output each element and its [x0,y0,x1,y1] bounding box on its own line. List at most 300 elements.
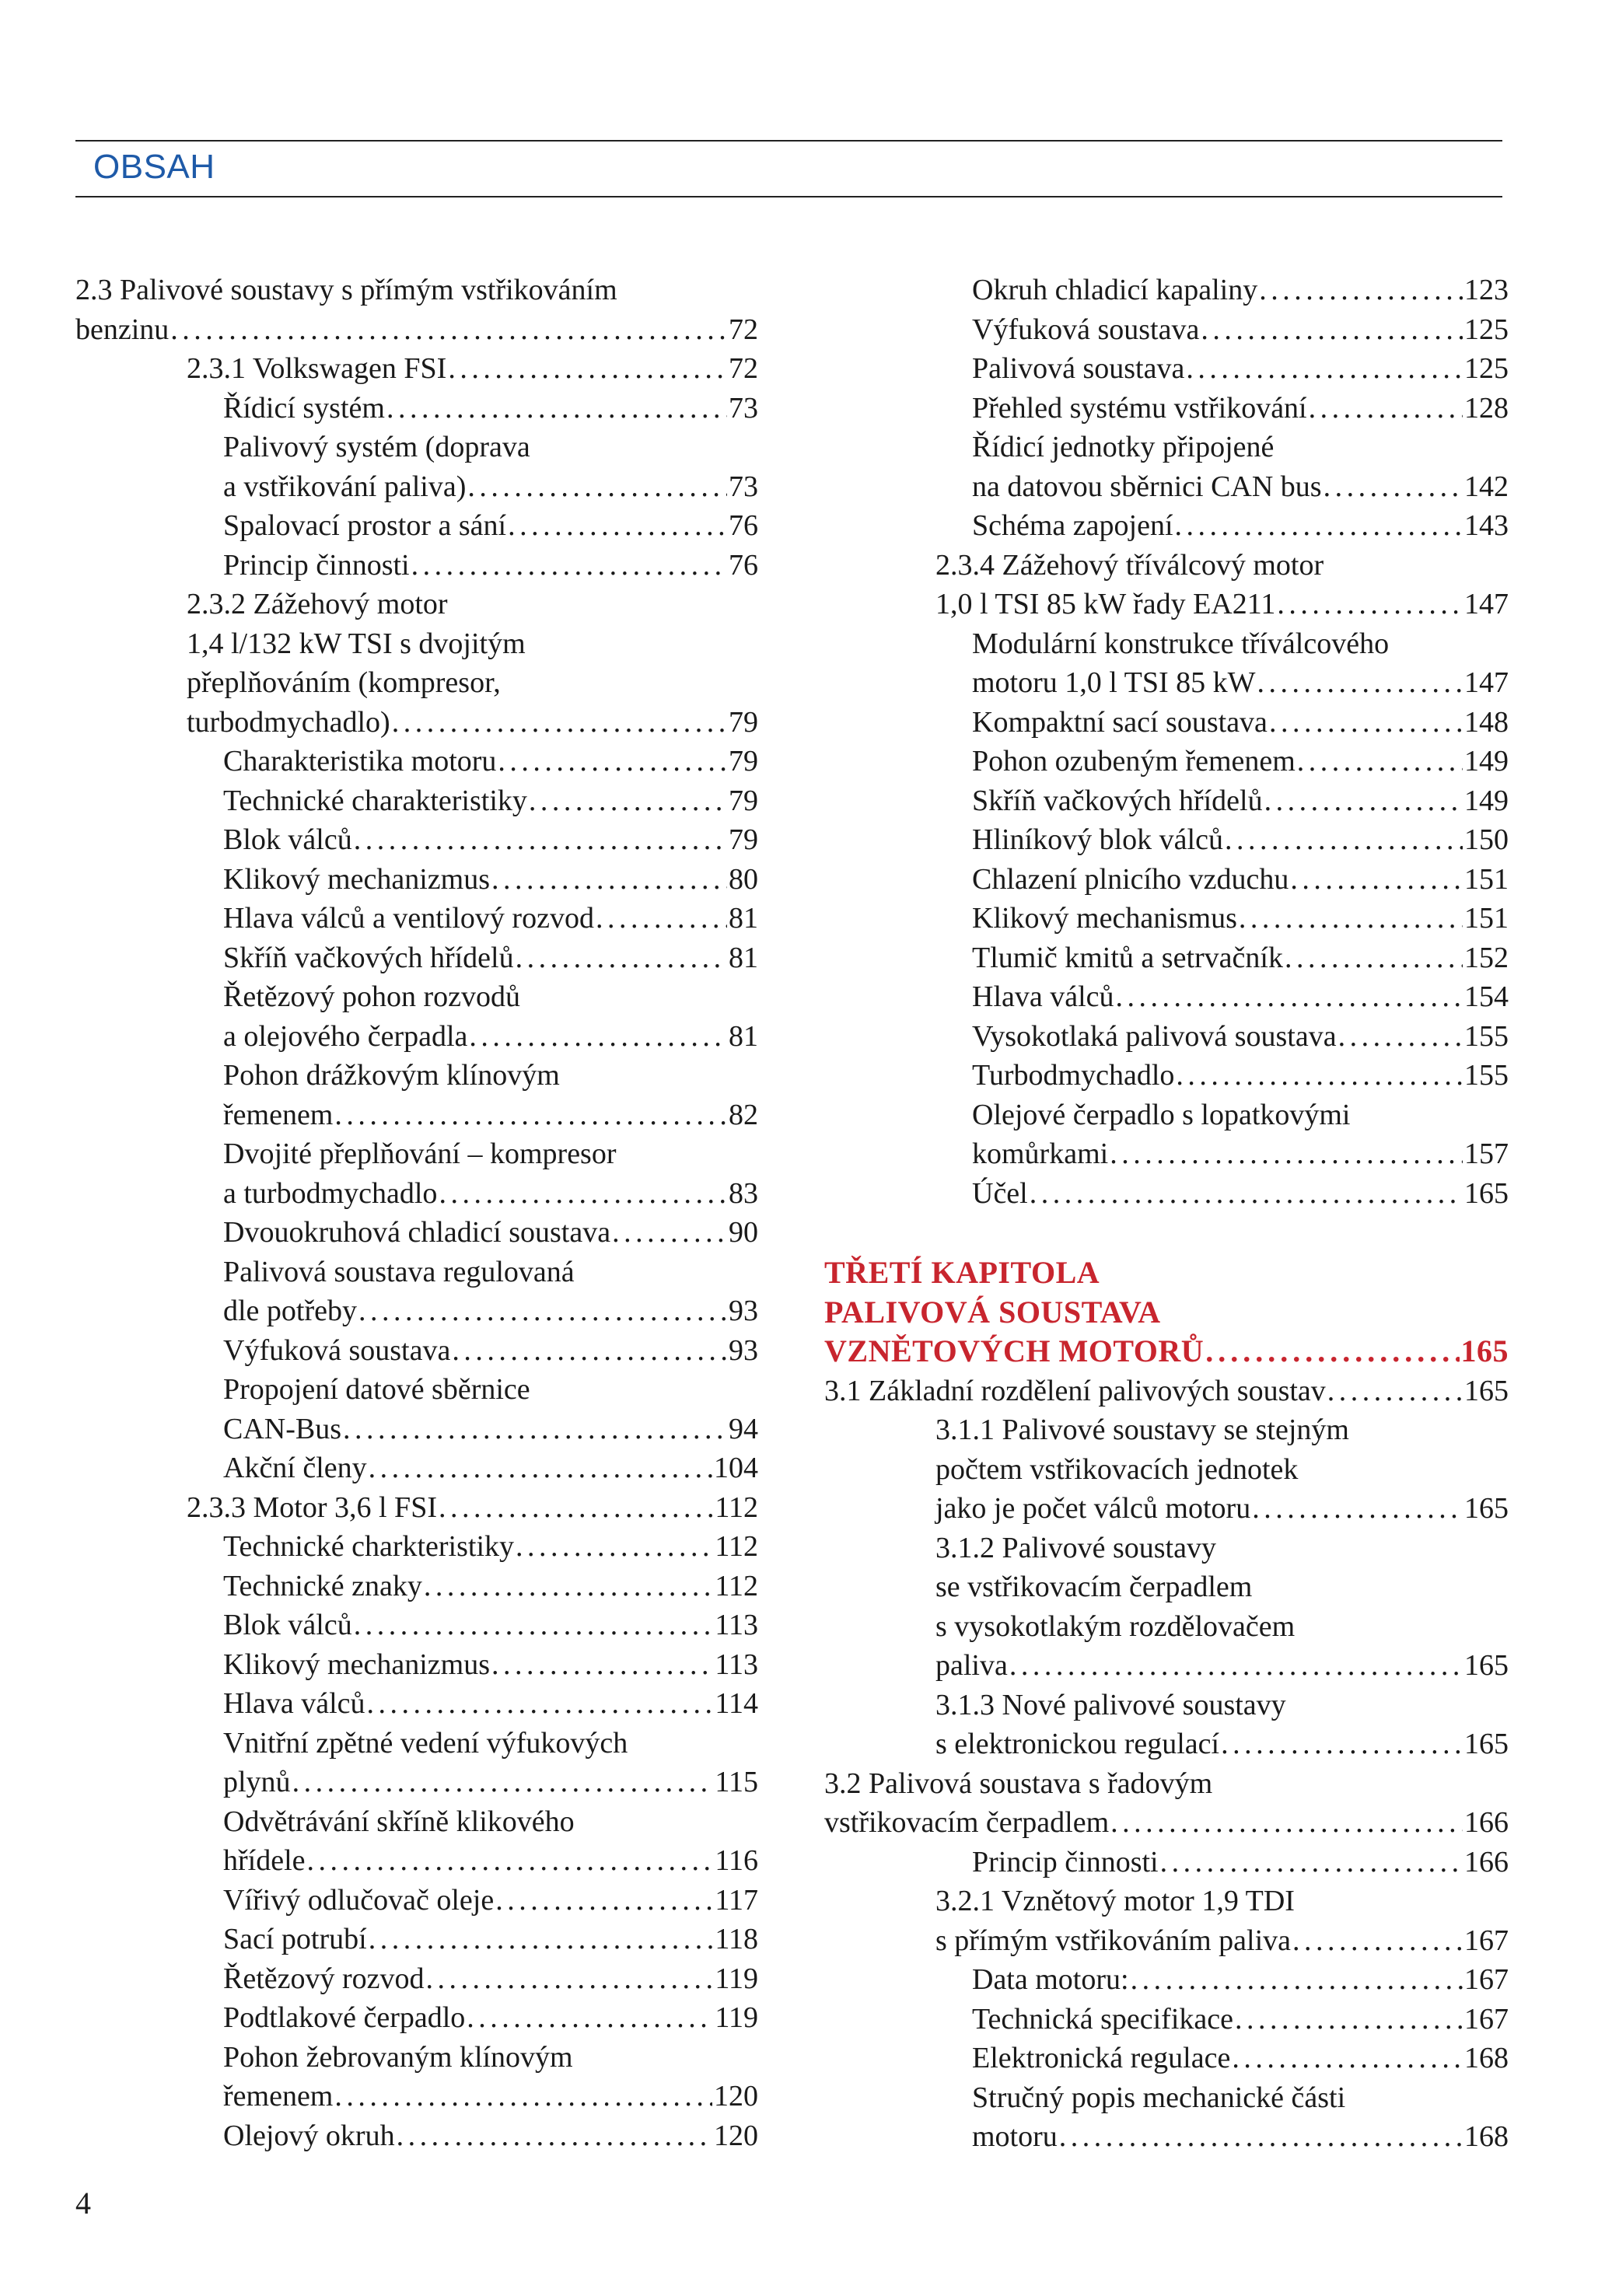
toc-entry [75,1527,758,1567]
dot-leader [369,1449,712,1488]
toc-entry [75,428,758,467]
toc-entry-title: 3.2.1 Vznětový motor 1,9 TDI [935,1885,1295,1917]
dot-leader [1176,1056,1463,1096]
dot-leader [334,1096,727,1135]
toc-entry-page: 90 [729,1216,758,1249]
toc-entry-title: 2.3.2 Zážehový motor [187,588,448,620]
toc-entry-title: Vysokotlaká palivová soustava [972,1019,1337,1053]
toc-entry [824,624,1509,664]
toc-entry-page: 150 [1464,823,1509,856]
toc-entry [75,271,758,310]
toc-entry [75,1920,758,1959]
dot-leader [1205,1332,1459,1372]
toc-entry-title: Palivová soustava [972,352,1185,385]
toc-entry-title: na datovou sběrnici CAN bus [972,470,1322,503]
toc-entry-title: Řetězový pohon rozvodů [223,980,521,1013]
toc-chapter-heading [824,1332,1509,1372]
toc-entry-page: 94 [729,1412,758,1445]
dot-leader [1009,1646,1463,1686]
toc-entry [75,1056,758,1096]
toc-entry-title: přeplňováním (kompresor, [187,666,501,699]
dot-leader [1059,2117,1463,2157]
toc-entry-page: 72 [729,313,758,346]
dot-leader [1290,860,1463,900]
toc-entry [824,1410,1509,1450]
toc-entry [824,820,1509,860]
toc-entry-title: Klikový mechanizmus [223,862,490,896]
toc-entry [824,1489,1509,1529]
dot-leader [612,1213,727,1253]
toc-entry-title: Podtlakové čerpadlo [223,2001,466,2034]
dot-leader [516,1527,713,1567]
toc-entry-title: Elektronická regulace [972,2042,1231,2074]
toc-entry-page: 120 [714,2119,758,2152]
toc-entry-title: CAN-Bus [223,1412,342,1445]
toc-entry-title: Přehled systému vstřikování [972,391,1307,425]
toc-entry [75,1253,758,1292]
toc-entry-title: s přímým vstřikováním paliva [935,1924,1292,1957]
toc-entry [824,1725,1509,1764]
toc-entry [75,781,758,821]
dot-leader [1175,506,1463,546]
toc-entry-title: hřídele [223,1844,306,1877]
toc-entry-page: 76 [729,548,758,582]
dot-leader [439,1174,727,1214]
toc-entry [824,1843,1509,1882]
toc-entry [75,2116,758,2156]
toc-entry-page: 125 [1464,352,1509,385]
toc-entry-title: Řídicí jednotky připojené [972,431,1275,463]
toc-entry-page: 93 [729,1333,758,1367]
toc-entry-title: Klikový mechanizmus [223,1648,490,1681]
toc-entry [75,349,758,389]
toc-entry-title: motoru 1,0 l TSI 85 kW [972,666,1256,699]
toc-entry-page: 117 [715,1883,758,1917]
toc-entry-page: 148 [1464,705,1509,739]
dot-leader [1235,2000,1463,2039]
toc-entry [75,820,758,860]
toc-entry [75,1410,758,1449]
toc-entry-page: 93 [729,1295,758,1327]
toc-left-column [75,271,758,2155]
dot-leader [1264,781,1463,821]
toc-entry-page: 165 [1464,1374,1509,1407]
toc-entry-title: Chlazení plnicího vzduchu [972,862,1289,896]
toc-entry-page: 149 [1464,745,1509,778]
toc-entry-page: 79 [729,784,758,817]
toc-entry [75,1763,758,1802]
toc-entry-title: Turbodmychadlo [972,1059,1175,1092]
toc-entry [824,546,1509,585]
toc-entry-title: Technické charakteristiky [223,784,527,817]
toc-chapter-heading [824,1293,1509,1333]
toc-entry-title: Spalovací prostor a sání [223,509,507,542]
toc-entry-page: 81 [729,1019,758,1053]
toc-entry-page: 79 [729,705,758,739]
toc-entry-title: 1,0 l TSI 85 kW řady EA211 [935,588,1276,620]
dot-leader [334,2077,712,2116]
toc-entry-page: 112 [715,1490,758,1524]
toc-entry [75,663,758,703]
dot-leader [467,1998,713,2038]
toc-entry [75,2038,758,2078]
toc-entry-page: 151 [1464,862,1509,896]
toc-entry-title: TŘETÍ KAPITOLA [824,1255,1100,1290]
toc-entry-title: Pohon ozubeným řemenem [972,745,1296,778]
toc-entry [824,2000,1509,2039]
dot-leader [367,1684,714,1724]
toc-entry-page: 151 [1464,902,1509,935]
toc-entry-title: Modulární konstrukce tříválcového [972,627,1390,660]
dot-leader [1225,820,1463,860]
toc-entry-title: 2.3.3 Motor 3,6 l FSI [187,1490,437,1524]
toc-entry [824,349,1509,389]
toc-entry [75,1370,758,1410]
dot-leader [392,703,727,743]
toc-entry [75,703,758,743]
toc-entry [824,1686,1509,1725]
toc-entry [824,1174,1509,1214]
toc-entry-page: 116 [715,1844,758,1877]
toc-entry-page: 168 [1464,2042,1509,2074]
toc-entry-page: 157 [1464,1138,1509,1170]
toc-entry [75,2077,758,2116]
toc-entry-title: Odvětrávání skříně klikového [223,1805,575,1838]
toc-entry-page: 165 [1464,1649,1509,1682]
toc-entry [75,310,758,350]
toc-entry-title: 3.1 Základní rozdělení palivových soustav [824,1374,1326,1407]
toc-entry-title: vstřikovacím čerpadlem [824,1806,1110,1839]
toc-entry [824,1017,1509,1057]
toc-entry-title: dle potřeby [223,1295,358,1327]
toc-entry [75,1724,758,1763]
toc-entry-page: 73 [729,391,758,425]
toc-entry-title: 2.3.1 Volkswagen FSI [187,352,447,385]
toc-entry-page: 83 [729,1176,758,1210]
toc-entry-page: 112 [715,1530,758,1563]
toc-entry-page: 123 [1464,274,1509,306]
dot-leader [1252,1489,1463,1529]
toc-entry-page: 104 [714,1452,758,1484]
toc-entry-page: 120 [714,2080,758,2113]
toc-entry-title: VZNĚTOVÝCH MOTORŮ [824,1333,1205,1368]
dot-leader [1186,349,1463,389]
toc-entry [75,1096,758,1135]
dot-leader [424,1567,714,1606]
toc-entry-page: 167 [1464,1963,1509,1996]
toc-entry-title: Výfuková soustava [223,1333,451,1367]
dot-leader [292,1763,714,1802]
toc-chapter-heading [824,1253,1509,1293]
dot-leader [1309,389,1463,428]
toc-entry [824,2117,1509,2157]
toc-entry-title: Účel [972,1176,1028,1210]
toc-entry-title: Klikový mechanismus [972,902,1237,935]
toc-entry [75,1841,758,1881]
toc-entry [824,1921,1509,1961]
toc-entry-page: 125 [1464,313,1509,346]
toc-right-column [824,271,1509,2157]
toc-entry-title: řemenem [223,1098,334,1131]
toc-entry [824,938,1509,978]
toc-entry-title: 1,4 l/132 kW TSI s dvojitým [187,627,526,660]
toc-entry-title: PALIVOVÁ SOUSTAVA [824,1294,1161,1330]
dot-leader [498,742,727,781]
toc-entry-title: Vířivý odlučovač oleje [223,1883,495,1917]
toc-entry-title: Akční členy [223,1452,367,1484]
toc-entry-page: 114 [715,1687,758,1720]
dot-leader [369,1920,714,1959]
toc-entry-title: jako je počet válců motoru [935,1492,1251,1525]
toc-entry [824,1056,1509,1096]
toc-entry-title: Princip činnosti [223,548,410,582]
header-bottom-rule [75,196,1502,197]
toc-entry-title: Palivový systém (doprava [223,431,530,463]
toc-entry-title: 3.1.2 Palivové soustavy [935,1531,1216,1564]
toc-entry-title: Technické znaky [223,1569,422,1602]
toc-entry-title: 2.3 Palivové soustavy s přímým vstřikováním [75,274,617,306]
toc-entry-title: Pohon drážkovým klínovým [223,1059,560,1092]
toc-entry-page: 79 [729,745,758,778]
toc-entry-page: 165 [1464,1492,1509,1525]
dot-leader [448,349,727,389]
dot-leader [1327,1372,1463,1411]
toc-entry [824,1450,1509,1490]
toc-entry-title: Blok válců [223,823,352,856]
toc-entry-title: Hliníkový blok válců [972,823,1223,856]
toc-entry [75,1684,758,1724]
toc-entry [824,860,1509,900]
toc-entry-title: a turbodmychadlo [223,1176,438,1210]
toc-entry [75,1881,758,1920]
toc-entry-page: 76 [729,509,758,542]
toc-entry [75,1606,758,1645]
toc-entry-title: Tlumič kmitů a setrvačník [972,941,1283,974]
dot-leader [1221,1725,1463,1764]
dot-leader [495,1881,713,1920]
toc-entry-title: 3.1.3 Nové palivové soustavy [935,1688,1286,1721]
dot-leader [1239,899,1463,938]
toc-entry [824,2078,1509,2118]
toc-entry [824,310,1509,350]
dot-leader [516,938,727,978]
dot-leader [1232,2039,1463,2078]
toc-entry [75,1488,758,1528]
toc-entry-page: 142 [1464,470,1509,503]
toc-entry-page: 167 [1464,1924,1509,1957]
toc-entry-title: s vysokotlakým rozdělovačem [935,1609,1296,1643]
toc-entry-title: paliva [935,1649,1008,1682]
toc-entry-page: 149 [1464,784,1509,817]
toc-entry-title: Hlava válců [223,1687,365,1720]
dot-leader [452,1331,727,1371]
toc-entry-title: Hlava válců [972,980,1114,1013]
toc-entry-page: 81 [729,902,758,935]
toc-entry [75,1174,758,1214]
toc-entry-page: 82 [729,1098,758,1131]
toc-entry [824,663,1509,703]
toc-entry [824,1372,1509,1411]
toc-entry-page: 166 [1464,1806,1509,1839]
toc-entry-title: Skříň vačkových hřídelů [223,941,514,974]
toc-entry-title: Dvojité přeplňování – kompresor [223,1138,617,1170]
toc-entry [75,585,758,624]
toc-entry-page: 80 [729,862,758,896]
dot-leader [1201,310,1463,350]
dot-leader [426,1959,714,1999]
toc-entry-title: Schéma zapojení [972,509,1173,542]
page-heading: OBSAH [93,148,215,186]
toc-entry [824,428,1509,467]
toc-entry [75,1802,758,1842]
toc-entry [75,1134,758,1174]
toc-entry [824,703,1509,743]
dot-leader [491,860,727,900]
dot-leader [354,820,727,860]
toc-entry-page: 165 [1460,1333,1509,1368]
toc-entry-title: Dvouokruhová chladicí soustava [223,1216,611,1249]
toc-entry [824,2039,1509,2078]
dot-leader [1110,1803,1463,1843]
toc-entry-title: Olejové čerpadlo s lopatkovými [972,1098,1351,1131]
toc-entry-page: 79 [729,823,758,856]
dot-leader [439,1488,713,1528]
dot-leader [1257,663,1463,703]
toc-entry [75,899,758,938]
toc-entry-title: komůrkami [972,1138,1109,1170]
toc-entry [75,624,758,664]
toc-entry-page: 152 [1464,941,1509,974]
dot-leader [1116,977,1463,1017]
toc-entry-page: 73 [729,470,758,503]
dot-leader [1131,1960,1463,2000]
dot-leader [467,467,727,507]
toc-entry-page: 113 [715,1648,758,1681]
toc-entry [75,1998,758,2038]
page-number: 4 [75,2186,91,2221]
header-top-rule [75,140,1502,142]
toc-entry-title: Palivová soustava regulovaná [223,1255,575,1288]
toc-entry [824,977,1509,1017]
dot-leader [1292,1921,1463,1961]
toc-entry-page: 113 [715,1609,758,1641]
dot-leader [1338,1017,1463,1057]
toc-entry [75,1959,758,1999]
toc-entry-title: počtem vstřikovacích jednotek [935,1452,1299,1486]
dot-leader [397,2116,712,2156]
toc-entry-page: 112 [715,1569,758,1602]
toc-entry [824,467,1509,507]
toc-entry-title: Pohon žebrovaným klínovým [223,2040,573,2074]
toc-entry-title: s elektronickou regulací [935,1728,1220,1760]
dot-leader [170,310,727,350]
toc-entry-page: 119 [715,1962,758,1995]
toc-entry-title: Technické charkteristiky [223,1530,515,1563]
toc-entry [75,389,758,428]
toc-entry-title: Řídicí systém [223,391,385,425]
toc-entry-title: plynů [223,1766,291,1798]
toc-entry-title: turbodmychadlo) [187,705,390,739]
toc-entry-page: 168 [1464,2120,1509,2153]
toc-entry-title: Sací potrubí [223,1923,367,1955]
toc-entry-page: 165 [1464,1728,1509,1760]
toc-entry [75,546,758,585]
toc-entry [824,389,1509,428]
section-spacer [824,1213,1509,1253]
toc-entry-page: 81 [729,941,758,974]
toc-entry-title: Propojení datové sběrnice [223,1373,530,1406]
dot-leader [508,506,727,546]
dot-leader [1160,1843,1463,1882]
toc-entry [75,1291,758,1331]
dot-leader [469,1017,727,1057]
toc-entry [75,977,758,1017]
toc-entry [824,1567,1509,1607]
toc-entry-title: řemenem [223,2080,334,2113]
toc-entry [824,271,1509,310]
toc-entry-title: Kompaktní sací soustava [972,705,1268,739]
toc-entry-page: 115 [715,1766,758,1798]
toc-entry-title: se vstřikovacím čerpadlem [935,1571,1253,1603]
toc-entry-page: 119 [715,2001,758,2034]
toc-entry-page: 155 [1464,1059,1509,1092]
toc-entry-title: a olejového čerpadla [223,1019,468,1053]
toc-entry-title: Data motoru: [972,1963,1129,1996]
toc-entry [824,1529,1509,1568]
toc-entry-page: 147 [1464,588,1509,620]
toc-entry [75,742,758,781]
toc-entry [824,1803,1509,1843]
dot-leader [1269,703,1463,743]
dot-leader [1030,1174,1463,1214]
toc-entry-title: Princip činnosti [972,1845,1159,1878]
dot-leader [1277,585,1463,624]
toc-entry-title: benzinu [75,313,170,346]
toc-entry-page: 143 [1464,509,1509,542]
toc-entry-title: Vnitřní zpětné vedení výfukových [223,1726,628,1760]
toc-entry [824,781,1509,821]
toc-entry-title: a vstřikování paliva) [223,470,467,503]
toc-entry-title: motoru [972,2120,1058,2153]
dot-leader [596,899,727,938]
toc-entry [824,1646,1509,1686]
toc-entry [824,1607,1509,1647]
toc-entry-page: 167 [1464,2002,1509,2036]
toc-entry-page: 118 [715,1923,758,1955]
toc-entry-title: Okruh chladicí kapaliny [972,274,1258,306]
toc-entry-title: Skříň vačkových hřídelů [972,784,1263,817]
toc-entry-title: Olejový okruh [223,2119,395,2152]
toc-entry [75,1017,758,1057]
toc-entry-page: 154 [1464,980,1509,1013]
toc-entry [824,1134,1509,1174]
dot-leader [343,1410,727,1449]
dot-leader [358,1291,727,1331]
toc-entry [75,506,758,546]
toc-entry-title: Technická specifikace [972,2002,1233,2036]
toc-entry-title: Hlava válců a ventilový rozvod [223,902,594,935]
toc-entry [824,1882,1509,1921]
toc-entry [75,1449,758,1488]
toc-entry-page: 166 [1464,1845,1509,1878]
dot-leader [354,1606,714,1645]
toc-entry-page: 155 [1464,1019,1509,1053]
toc-entry [824,1764,1509,1804]
dot-leader [307,1841,714,1881]
toc-entry [75,467,758,507]
toc-entry [824,1096,1509,1135]
toc-entry [75,1331,758,1371]
